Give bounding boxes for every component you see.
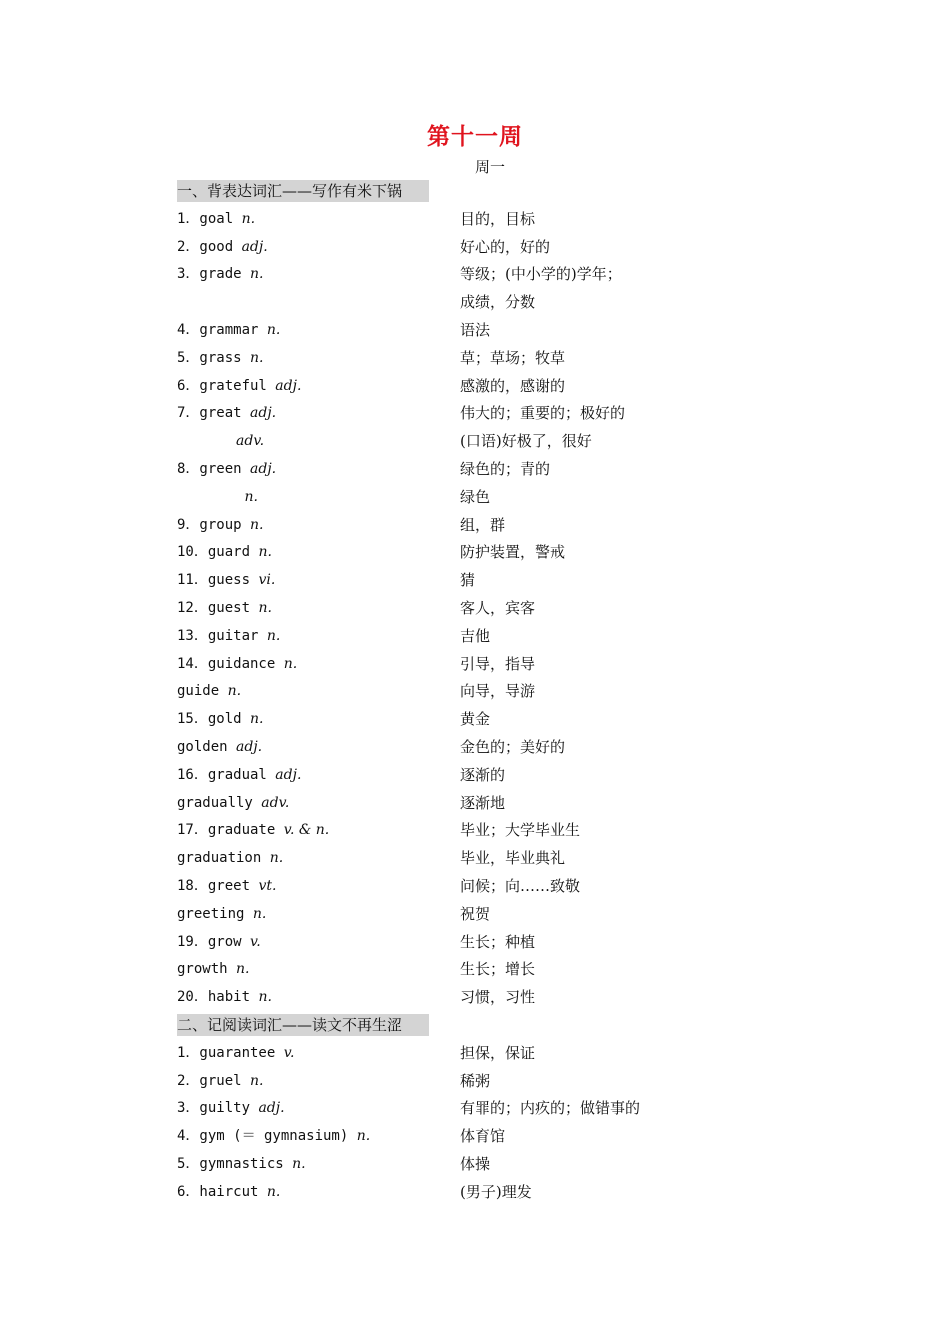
vocab-word <box>177 263 263 285</box>
vocab-row <box>0 1125 950 1153</box>
word-text: golden <box>177 739 237 755</box>
vocab-meaning: 体操 <box>460 1155 491 1173</box>
vocab-word <box>177 625 280 647</box>
vocab-row <box>0 458 950 486</box>
word-text: 19．grow <box>177 933 251 950</box>
vocab-meaning: 目的，目标 <box>460 209 536 228</box>
part-of-speech: vi. <box>258 572 276 589</box>
vocab-row <box>0 291 950 319</box>
vocab-word <box>177 375 301 397</box>
vocab-row <box>0 875 950 903</box>
word-text: 17．graduate <box>177 822 284 839</box>
vocab-meaning: 祝贺 <box>460 904 491 923</box>
vocab-meaning: 有罪的；内疚的；做错事的 <box>460 1099 641 1118</box>
page-subtitle: 周一 <box>474 158 505 176</box>
part-of-speech: n. <box>241 210 256 227</box>
part-of-speech: n. <box>292 1156 306 1172</box>
vocab-row <box>0 847 950 875</box>
part-of-speech: adv. <box>261 794 290 811</box>
vocab-row <box>0 347 950 375</box>
part-of-speech: n. <box>283 655 298 672</box>
vocab-word <box>177 931 261 953</box>
part-of-speech: n. <box>266 1183 281 1200</box>
vocab-row <box>0 1181 950 1209</box>
word-text: 1．guarantee <box>177 1044 284 1061</box>
vocab-word <box>177 819 329 841</box>
section-heading: 二、记阅读词汇——读文不再生涩 <box>177 1014 429 1036</box>
word-text: 15．gold <box>177 711 251 728</box>
vocab-meaning: 黄金 <box>460 710 491 729</box>
part-of-speech: v. & n. <box>283 822 330 839</box>
vocab-row <box>0 569 950 597</box>
vocab-word <box>177 1042 294 1064</box>
vocab-row <box>0 819 950 847</box>
vocab-meaning: 客人，宾客 <box>460 599 536 617</box>
vocab-meaning: 稀粥 <box>460 1071 491 1090</box>
part-of-speech: n. <box>250 516 264 533</box>
part-of-speech: n. <box>258 989 272 1006</box>
vocab-word <box>177 1070 263 1092</box>
vocab-word <box>177 653 297 675</box>
vocab-row <box>0 903 950 931</box>
vocab-word <box>177 1153 306 1175</box>
part-of-speech: n. <box>252 905 267 922</box>
word-text <box>177 433 236 449</box>
word-text: 13．guitar <box>177 627 267 644</box>
vocab-row <box>0 625 950 653</box>
part-of-speech: vt. <box>258 878 277 894</box>
vocab-meaning: 语法 <box>460 321 491 339</box>
vocab-row <box>0 958 950 986</box>
vocab-meaning: 吉他 <box>460 626 491 645</box>
vocab-meaning: 草；草场；牧草 <box>460 348 566 367</box>
vocab-word <box>177 569 275 591</box>
vocab-meaning: 体育馆 <box>460 1127 506 1146</box>
section-heading: 一、背表达词汇——写作有米下锅 <box>177 180 429 202</box>
part-of-speech: adj. <box>250 461 277 477</box>
vocab-word <box>177 847 283 869</box>
part-of-speech: v. <box>283 1044 295 1061</box>
vocab-word <box>177 875 276 897</box>
vocab-meaning: 好心的，好的 <box>460 237 551 256</box>
part-of-speech: adj. <box>275 766 302 783</box>
vocab-word <box>177 736 262 758</box>
word-text: 20．habit <box>177 989 259 1006</box>
word-text: 5．grass <box>177 349 251 366</box>
vocab-row <box>0 486 950 514</box>
vocab-word <box>177 1125 370 1147</box>
vocab-meaning: 成绩，分数 <box>460 293 536 312</box>
vocab-meaning: 等级；(中小学的)学年； <box>460 265 622 284</box>
word-text: 5．gymnastics <box>177 1156 293 1172</box>
vocab-word <box>177 514 263 536</box>
part-of-speech: adj. <box>275 377 302 394</box>
part-of-speech: n. <box>258 544 272 561</box>
vocab-meaning: 向导，导游 <box>460 682 536 701</box>
part-of-speech: adj. <box>250 405 277 422</box>
word-text: 12．guest <box>177 600 259 616</box>
word-text: 8．green <box>177 461 251 477</box>
word-text: 6．haircut <box>177 1183 267 1200</box>
vocab-row <box>0 263 950 291</box>
vocab-meaning: 绿色 <box>460 487 491 506</box>
vocab-row <box>0 764 950 792</box>
part-of-speech: n. <box>258 600 272 616</box>
vocab-word <box>177 319 280 341</box>
vocab-meaning: 防护装置，警戒 <box>460 543 566 562</box>
vocab-row <box>0 931 950 959</box>
word-text: growth <box>177 961 237 978</box>
vocab-word <box>177 430 264 452</box>
vocab-word <box>177 1097 285 1119</box>
part-of-speech: n. <box>250 711 264 728</box>
vocab-row <box>0 430 950 458</box>
part-of-speech: n. <box>250 266 264 283</box>
vocab-meaning: 猜 <box>460 571 476 590</box>
part-of-speech: adj. <box>258 1100 285 1117</box>
vocab-word <box>177 597 272 619</box>
part-of-speech: adj. <box>236 739 263 755</box>
vocab-meaning: 感激的，感谢的 <box>460 376 566 395</box>
word-text: 7．great <box>177 405 251 422</box>
vocab-row <box>0 514 950 542</box>
word-text: 14．guidance <box>177 655 284 672</box>
vocab-row <box>0 1097 950 1125</box>
word-text: 18．greet <box>177 878 259 894</box>
vocab-word <box>177 347 263 369</box>
vocab-meaning: 问候；向……致敬 <box>460 877 581 895</box>
word-text <box>177 489 244 505</box>
part-of-speech: adj. <box>241 238 268 255</box>
vocab-word <box>177 764 301 786</box>
part-of-speech: n. <box>250 1072 264 1089</box>
vocab-meaning: 毕业；大学毕业生 <box>460 821 581 840</box>
vocab-row <box>0 208 950 236</box>
vocab-meaning: (男子)理发 <box>460 1182 532 1201</box>
vocab-meaning: 生长；增长 <box>460 960 536 979</box>
part-of-speech: n. <box>227 683 242 700</box>
vocab-word <box>177 680 241 702</box>
word-text: 4．grammar <box>177 322 267 338</box>
vocab-word <box>177 236 268 258</box>
word-text: greeting <box>177 905 253 922</box>
part-of-speech: adv. <box>236 433 265 450</box>
page-title: 第十一周 <box>427 124 523 150</box>
vocab-meaning: 绿色的；青的 <box>460 460 551 478</box>
vocab-row <box>0 402 950 430</box>
part-of-speech: n. <box>266 322 281 338</box>
word-text: graduation <box>177 850 270 867</box>
part-of-speech: n. <box>250 349 264 366</box>
vocab-row <box>0 680 950 708</box>
part-of-speech: n. <box>356 1128 371 1145</box>
vocab-meaning: 逐渐地 <box>460 793 506 812</box>
word-text: guide <box>177 683 228 700</box>
vocab-meaning: 伟大的；重要的；极好的 <box>460 404 626 423</box>
vocab-row <box>0 1153 950 1181</box>
word-text: 3．guilty <box>177 1100 259 1117</box>
word-text: 1．goal <box>177 210 242 227</box>
vocab-word <box>177 958 249 980</box>
vocab-row <box>0 708 950 736</box>
vocab-row <box>0 375 950 403</box>
vocab-row <box>0 986 950 1014</box>
word-text: 10．guard <box>177 544 259 561</box>
part-of-speech: n. <box>269 850 284 867</box>
vocab-row <box>0 653 950 681</box>
vocab-row <box>0 1042 950 1070</box>
word-text: 2．good <box>177 238 242 255</box>
word-text: 3．grade <box>177 266 251 283</box>
vocab-row <box>0 541 950 569</box>
vocab-meaning: 引导，指导 <box>460 654 536 673</box>
vocab-word <box>177 1181 280 1203</box>
vocab-word <box>177 402 276 424</box>
vocab-word <box>177 541 272 563</box>
vocab-meaning: 习惯，习性 <box>460 988 536 1007</box>
vocab-row <box>0 1070 950 1098</box>
vocab-word <box>177 208 255 230</box>
vocab-meaning: 金色的；美好的 <box>460 738 566 756</box>
part-of-speech: n. <box>244 488 258 505</box>
vocab-word <box>177 486 258 508</box>
word-text: 9．group <box>177 516 251 533</box>
vocab-word <box>177 903 266 925</box>
vocab-word <box>177 708 263 730</box>
vocab-meaning: 毕业，毕业典礼 <box>460 849 566 868</box>
word-text: 4．gym (＝ gymnasium) <box>177 1128 357 1145</box>
vocab-row <box>0 236 950 264</box>
vocab-row <box>0 597 950 625</box>
vocab-word <box>177 792 289 814</box>
part-of-speech: n. <box>266 627 281 644</box>
vocab-row <box>0 736 950 764</box>
word-text: 11．guess <box>177 572 259 589</box>
vocab-row <box>0 319 950 347</box>
vocab-word <box>177 458 276 480</box>
word-text: 16．gradual <box>177 766 276 783</box>
part-of-speech: n. <box>236 961 250 978</box>
vocab-meaning: 担保，保证 <box>460 1043 536 1062</box>
vocab-word <box>177 986 272 1008</box>
part-of-speech: v. <box>250 933 261 950</box>
vocab-row <box>0 792 950 820</box>
word-text: 2．gruel <box>177 1072 251 1089</box>
word-text: gradually <box>177 794 262 811</box>
vocab-meaning: 生长；种植 <box>460 932 536 951</box>
word-text: 6．grateful <box>177 377 276 394</box>
vocab-meaning: 逐渐的 <box>460 765 506 784</box>
vocab-meaning: (口语)好极了，很好 <box>460 432 592 451</box>
vocab-meaning: 组，群 <box>460 515 506 534</box>
